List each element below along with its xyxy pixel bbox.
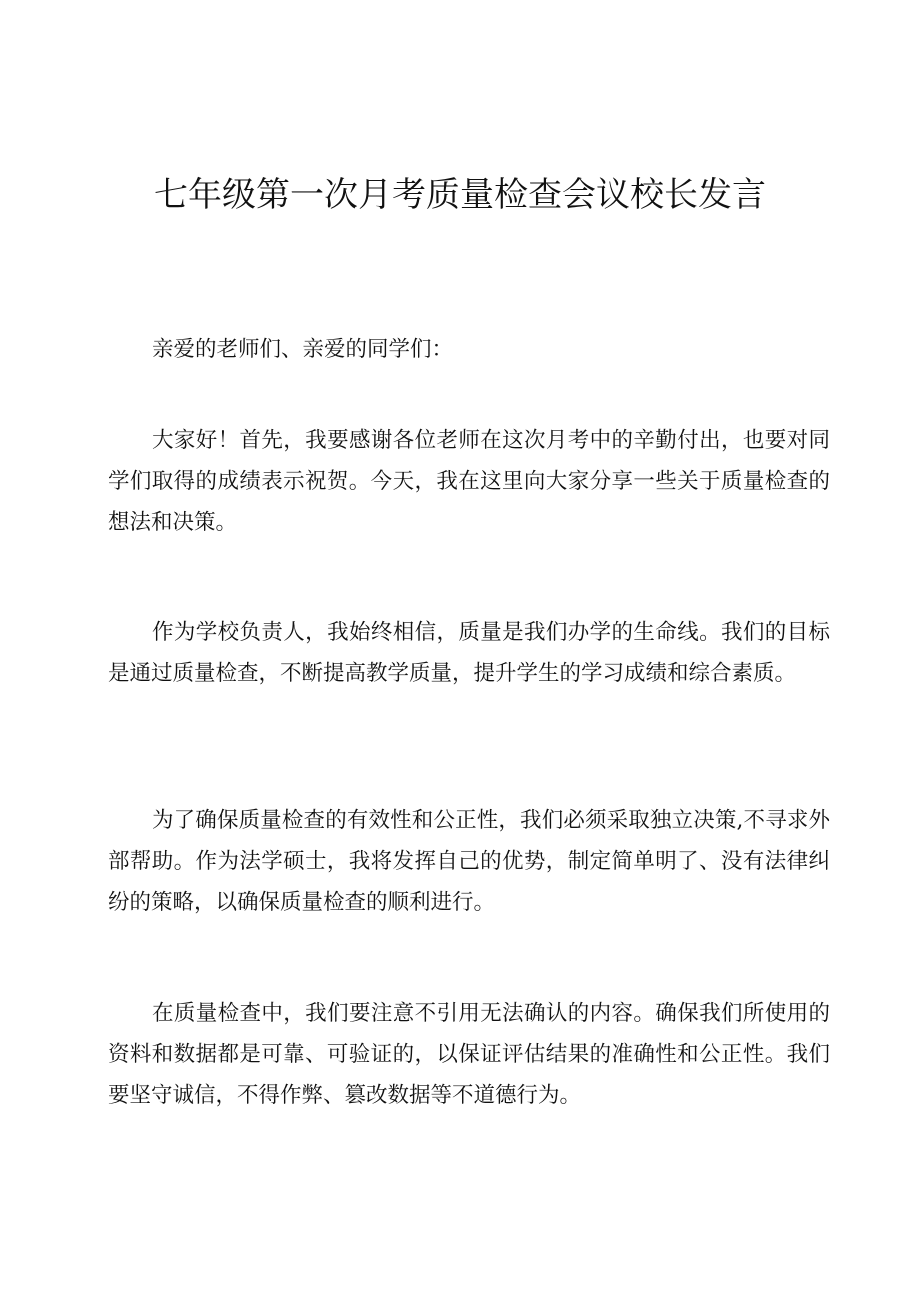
body-paragraph-2: 作为学校负责人，我始终相信，质量是我们办学的生命线。我们的目标是通过质量检查，不断提高教学质量，提升学生的学习成绩和综合素质。	[108, 620, 830, 686]
body-paragraph-1: 大家好！首先，我要感谢各位老师在这次月考中的辛勤付出，也要对同学们取得的成绩表示祝贺。今天，我在这里向大家分享一些关于质量检查的想法和决策。	[108, 428, 830, 535]
document-title: 七年级第一次月考质量检查会议校长发言	[154, 175, 766, 215]
body-paragraph-4: 在质量检查中，我们要注意不引用无法确认的内容。确保我们所使用的资料和数据都是可靠、可验证的，以保证评估结果的准确性和公正性。我们要坚守诚信，不得作弊、篡改数据等不道德行为。	[108, 1001, 830, 1108]
body-paragraph-3: 为了确保质量检查的有效性和公正性，我们必须采取独立决策,不寻求外部帮助。作为法学硕士，我将发挥自己的优势，制定简单明了、没有法律纠纷的策略，以确保质量检查的顺利进行。	[108, 808, 830, 915]
greeting-paragraph: 亲爱的老师们、亲爱的同学们：	[152, 337, 454, 362]
